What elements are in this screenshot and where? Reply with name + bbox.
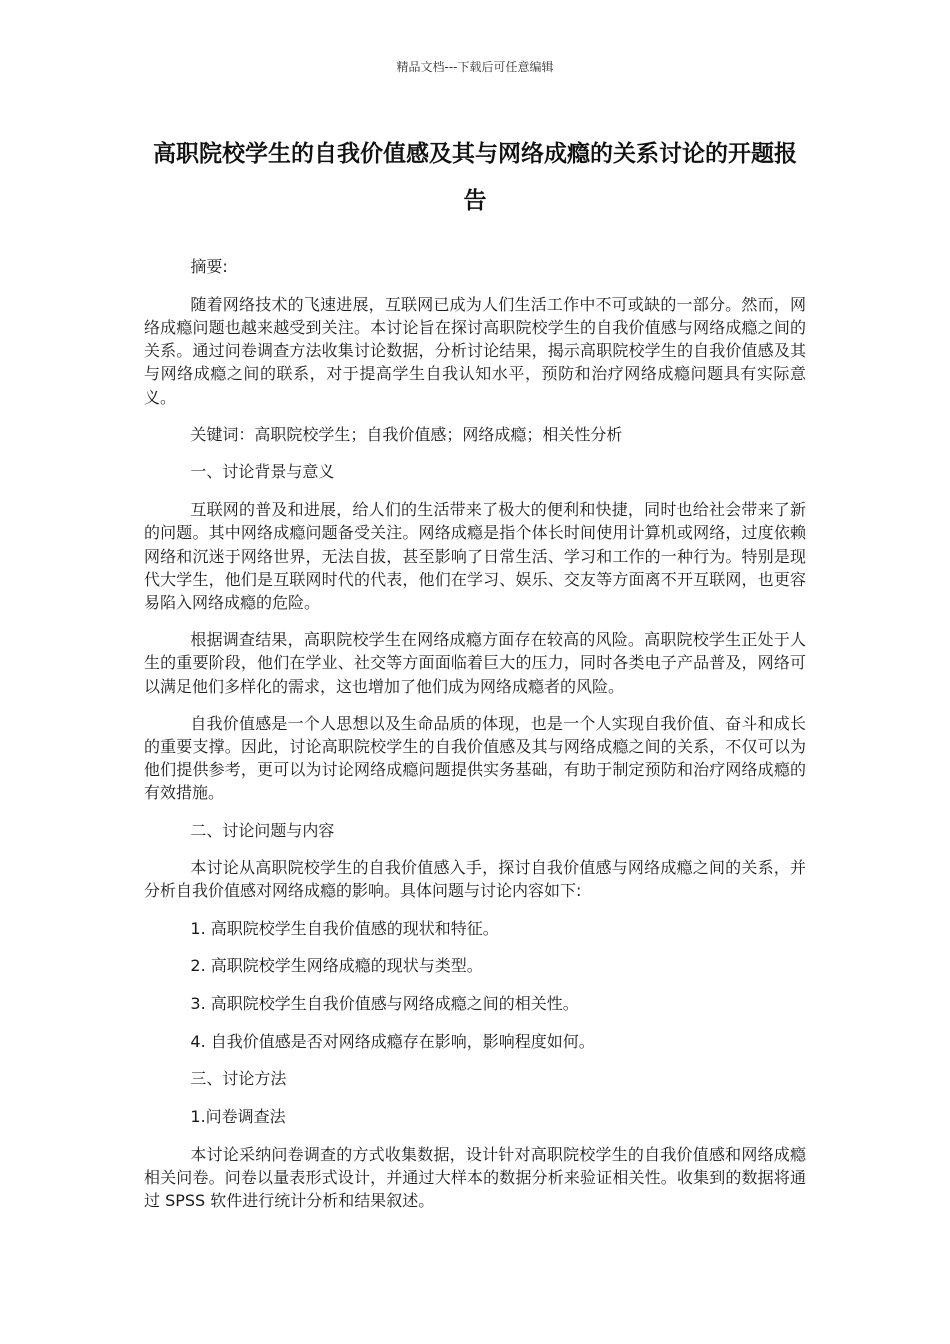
section3-heading: 三、讨论方法: [190, 1069, 287, 1089]
section2-heading: 二、讨论问题与内容: [190, 820, 335, 840]
keywords-line: 关键词：高职院校学生；自我价值感；网络成瘾；相关性分析: [190, 424, 623, 444]
document-title: 高职院校学生的自我价值感及其与网络成瘾的关系讨论的开题报告: [153, 141, 797, 214]
header-note: 精品文档---下载后可任意编辑: [396, 60, 554, 74]
section1-paragraph-3: 自我价值感是一个人思想以及生命品质的体现，也是一个人实现自我价值、奋斗和成长的重要支撑。因此，讨论高职院校学生的自我价值感及其与网络成瘾之间的关系，不仅可以为他们提供参考，更可以为讨论网络成瘾问题提供实务基础，有助于制定预防和治疗网络成瘾的有效措施。: [144, 713, 806, 803]
section3-paragraph-1: 本讨论采纳问卷调查的方式收集数据，设计针对高职院校学生的自我价值感和网络成瘾相关问卷。问卷以量表形式设计，并通过大样本的数据分析来验证相关性。收集到的数据将通过 SPSS 软件进行统计分析和结果叙述。: [144, 1144, 806, 1211]
section1-paragraph-1: 互联网的普及和进展，给人们的生活带来了极大的便利和快捷，同时也给社会带来了新的问题。其中网络成瘾问题备受关注。网络成瘾是指个体长时间使用计算机或网络，过度依赖网络和沉迷于网络世界，无法自拔，甚至影响了日常生活、学习和工作的一种行为。特别是现代大学生，他们是互联网时代的代表，他们在学习、娱乐、交友等方面离不开互联网，也更容易陷入网络成瘾的危险。: [144, 500, 806, 612]
section1-heading: 一、讨论背景与意义: [190, 462, 335, 482]
abstract-paragraph: 随着网络技术的飞速进展，互联网已成为人们生活工作中不可或缺的一部分。然而，网络成瘾问题也越来越受到关注。本讨论旨在探讨高职院校学生的自我价值感与网络成瘾之间的关系。通过问卷调查方法收集讨论数据，分析讨论结果，揭示高职院校学生的自我价值感及其与网络成瘾之间的联系，对于提高学生自我认知水平，预防和治疗网络成瘾问题具有实际意义。: [144, 294, 806, 407]
section1-paragraph-2: 根据调查结果，高职院校学生在网络成瘾方面存在较高的风险。高职院校学生正处于人生的重要阶段，他们在学业、社交等方面面临着巨大的压力，同时各类电子产品普及，网络可以满足他们多样化的需求，这也增加了他们成为网络成瘾者的风险。: [144, 630, 806, 696]
document-body: [144, 255, 806, 1227]
section2-item-3: 3. 高职院校学生自我价值感与网络成瘾之间的相关性。: [190, 994, 579, 1014]
abstract-label: 摘要:: [190, 257, 228, 276]
section2-item-1: 1. 高职院校学生自我价值感的现状和特征。: [190, 918, 499, 938]
section2-item-4: 4. 自我价值感是否对网络成瘾存在影响，影响程度如何。: [190, 1031, 595, 1051]
section3-subheading-1: 1.问卷调查法: [190, 1107, 286, 1127]
section2-intro: 本讨论从高职院校学生的自我价值感入手，探讨自我价值感与网络成瘾之间的关系，并分析自我价值感对网络成瘾的影响。具体问题与讨论内容如下:: [144, 858, 806, 901]
section2-item-2: 2. 高职院校学生网络成瘾的现状与类型。: [190, 956, 483, 976]
